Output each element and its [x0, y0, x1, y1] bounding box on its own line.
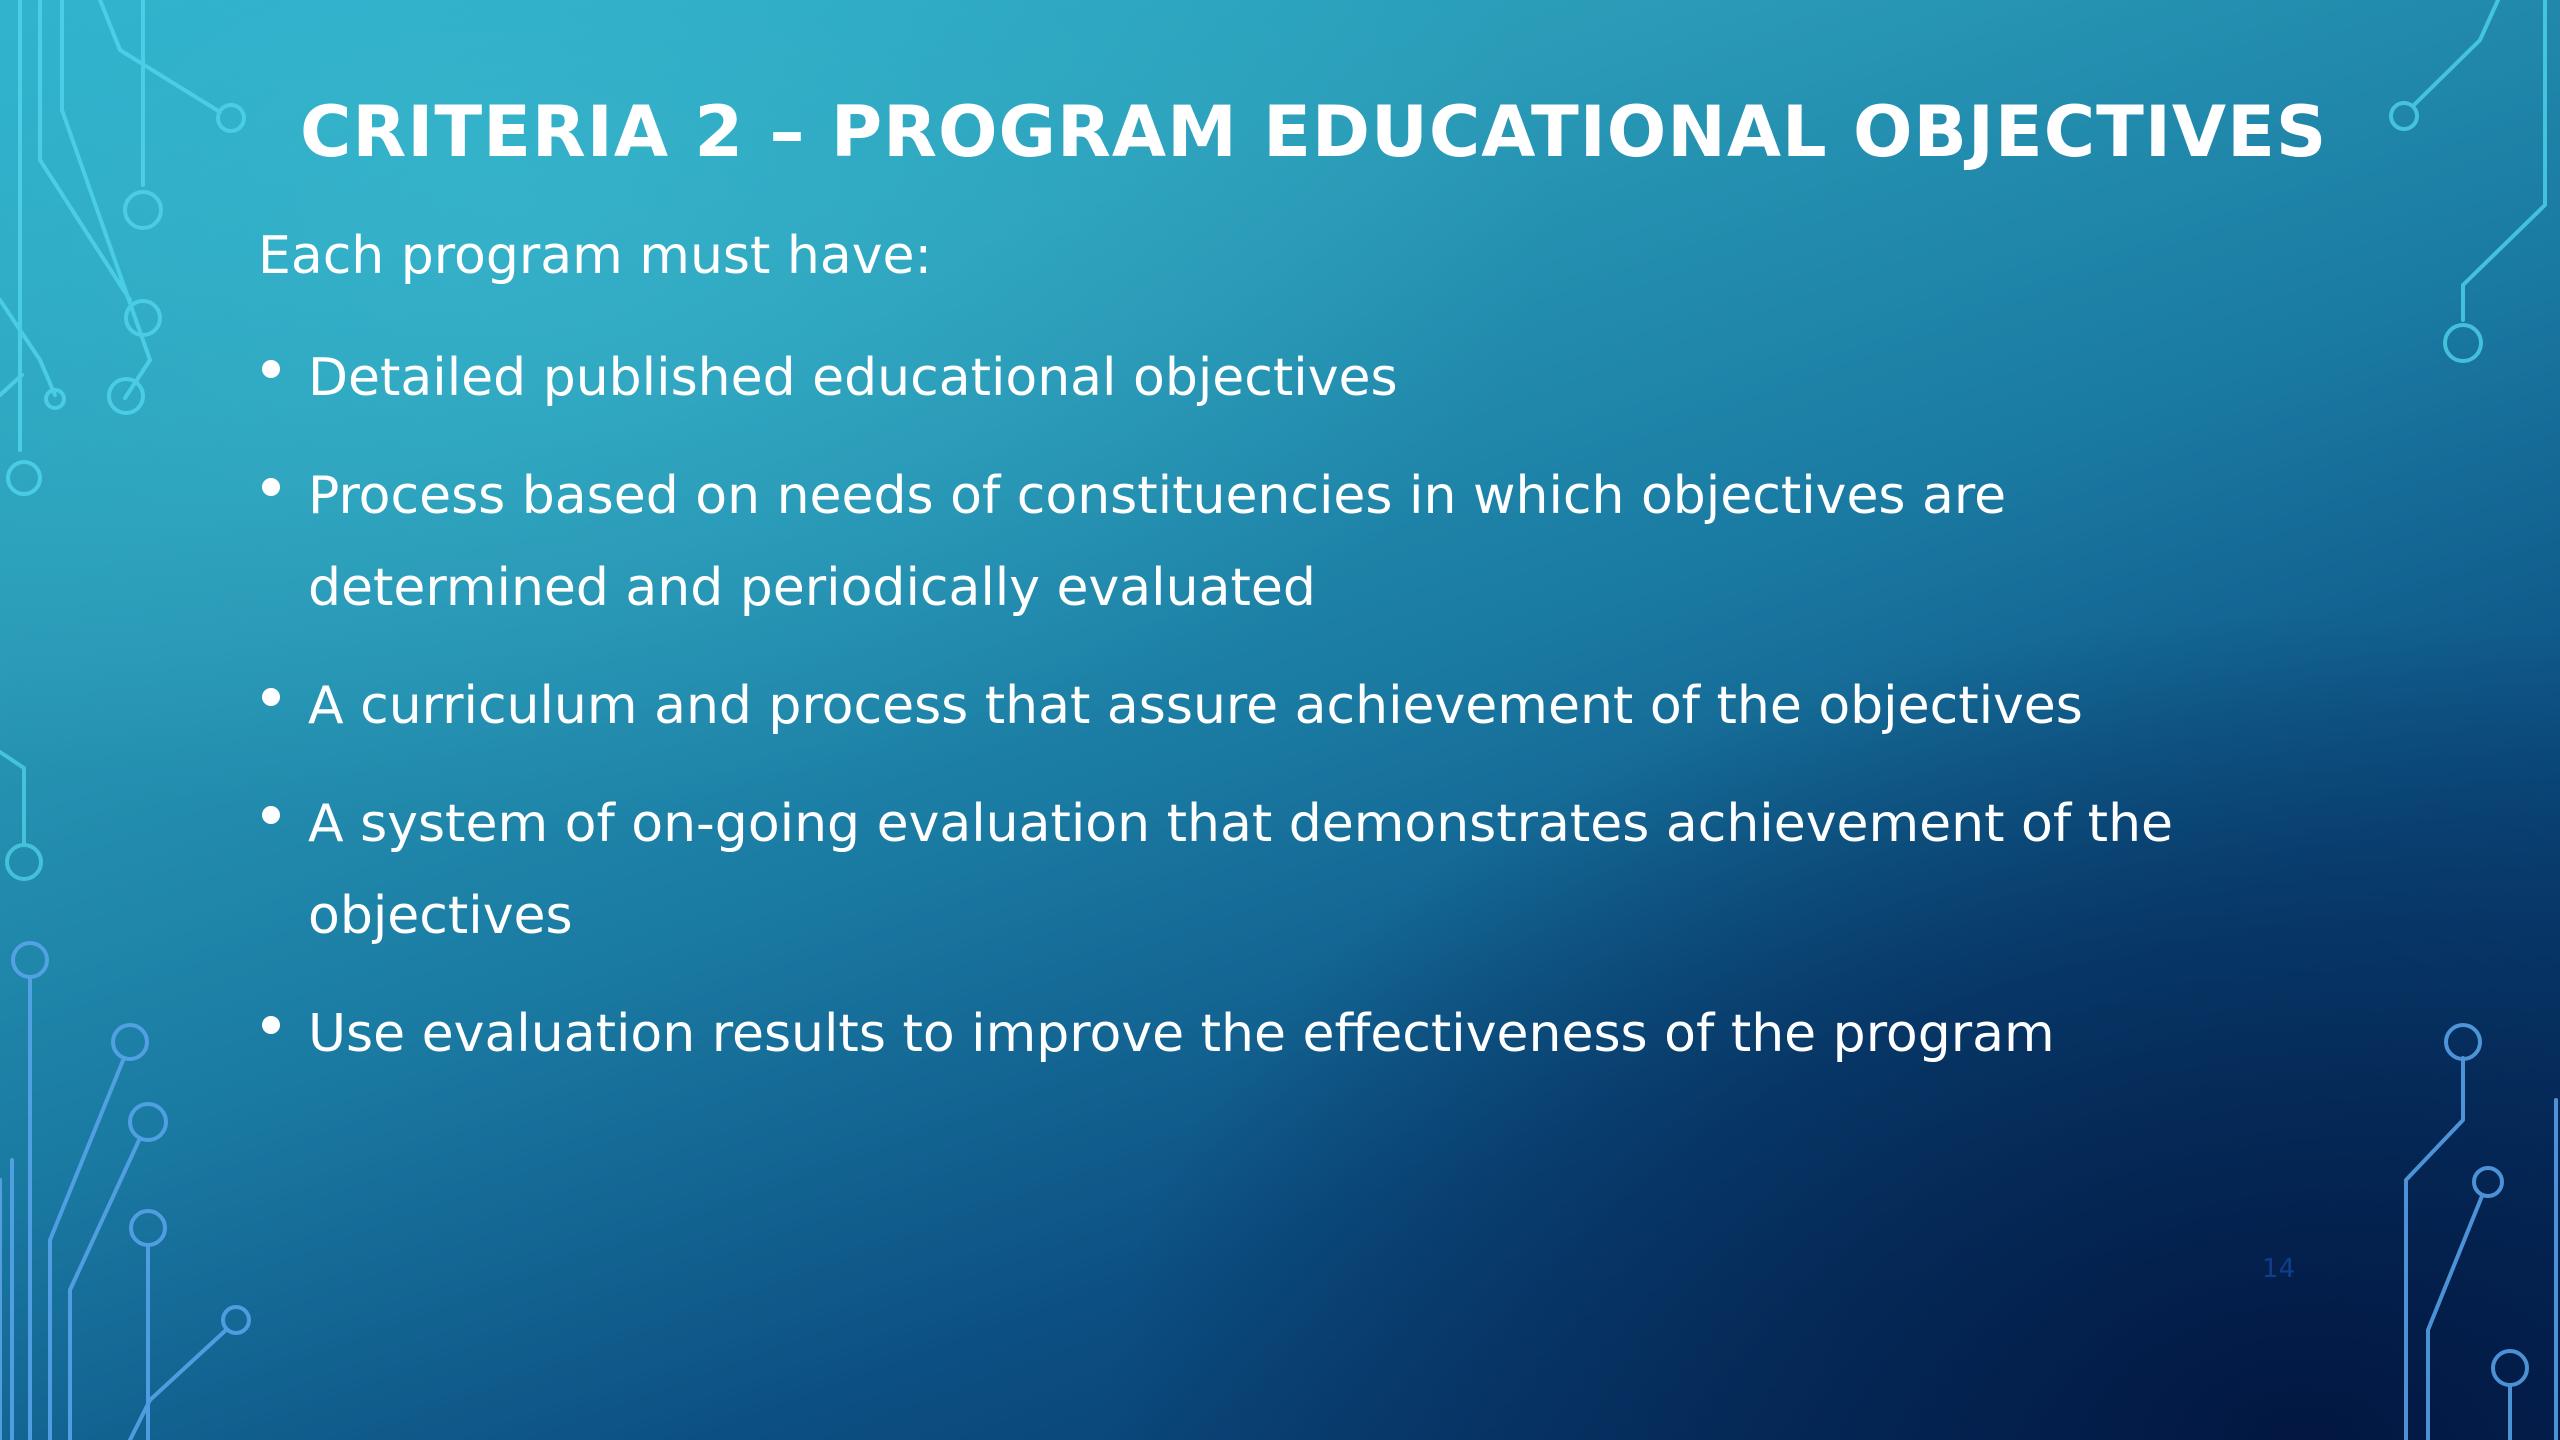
slide-title: CRITERIA 2 – PROGRAM EDUCATIONAL OBJECTIVES [300, 90, 2328, 173]
circuit-bottom-right [2406, 1025, 2556, 1440]
circuit-top-left [0, 0, 244, 494]
circuit-mid-left [0, 752, 41, 879]
bullet-dot-icon [262, 478, 280, 496]
bullet-dot-icon [262, 360, 280, 378]
bullet-list [258, 332, 2258, 1080]
bullet-item [258, 988, 2258, 1080]
bullet-text: Process based on needs of constituencies in which objectives are determined and periodically evaluated [308, 466, 2007, 618]
bullet-text: Detailed published educational objectives [308, 348, 1398, 408]
slide-content [258, 216, 2258, 1106]
bullet-dot-icon [262, 1016, 280, 1034]
bullet-item [258, 660, 2258, 752]
bullet-item [258, 778, 2258, 962]
bullet-dot-icon [262, 806, 280, 824]
circuit-bottom-left [0, 943, 249, 1440]
intro-text: Each program must have: [258, 226, 933, 286]
circuit-top-right [2391, 0, 2545, 361]
page-number: 14 [2262, 1254, 2296, 1284]
bullet-text: A system of on-going evaluation that demonstrates achievement of the objectives [308, 794, 2174, 946]
bullet-text: A curriculum and process that assure achievement of the objectives [308, 676, 2083, 736]
bullet-dot-icon [262, 688, 280, 706]
bullet-item [258, 332, 2258, 424]
bullet-item [258, 450, 2258, 634]
bullet-text: Use evaluation results to improve the effectiveness of the program [308, 1004, 2055, 1064]
